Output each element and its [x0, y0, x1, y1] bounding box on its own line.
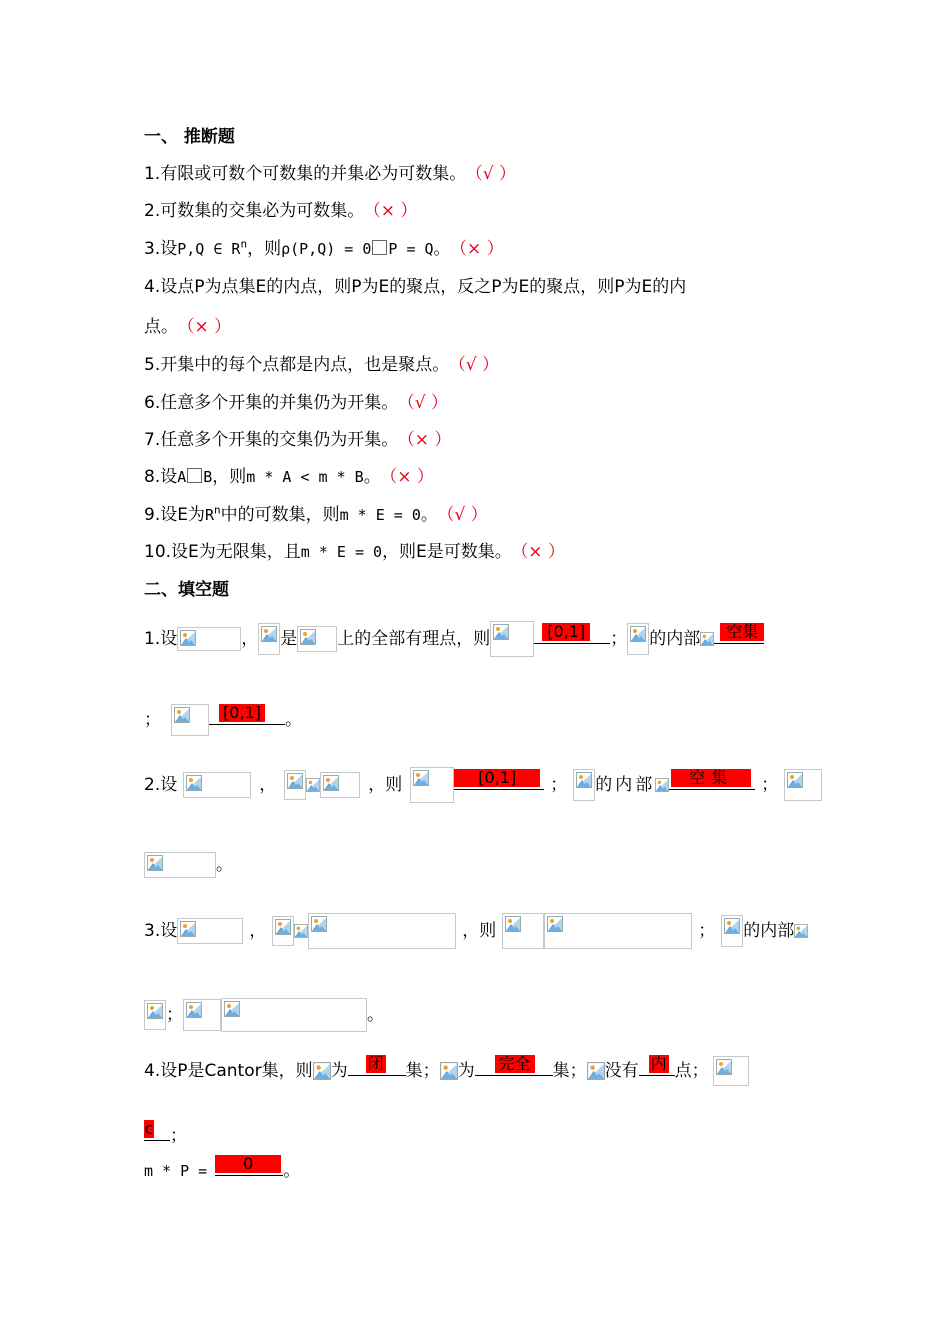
broken-image-icon: [144, 1000, 166, 1030]
fill-question-4-cont: [144, 1119, 187, 1146]
question-text: 1.有限或可数个可数集的并集必为可数集。: [144, 164, 467, 184]
question-text: 为: [457, 1061, 475, 1081]
broken-image-icon: [183, 999, 221, 1031]
question-text: 。: [363, 467, 381, 487]
broken-image-icon: [221, 998, 367, 1032]
section-title: 一、 推断题: [144, 127, 235, 147]
question-text: ；: [610, 629, 628, 649]
question-text: 集；: [405, 1061, 440, 1081]
question-text: 1.设: [144, 629, 178, 649]
question-text: 点；: [674, 1061, 709, 1081]
question-text: 3.设: [144, 921, 178, 941]
broken-image-icon: [440, 1062, 458, 1080]
question-text: ；: [550, 775, 568, 795]
question-text: ；: [144, 710, 161, 730]
question-text: 8.设: [144, 467, 178, 487]
missing-glyph-icon: [187, 468, 202, 483]
answer-fill: c: [144, 1119, 154, 1138]
question-text: 为: [330, 1061, 348, 1081]
superscript: n: [214, 503, 221, 517]
question-text: 。: [367, 1005, 384, 1025]
question-text: 。: [420, 505, 438, 525]
broken-image-icon: [177, 627, 241, 651]
question-text: 4.设点P为点集E的内点，则P为E的聚点，反之P为E的聚点，则P为E的内: [144, 277, 687, 297]
broken-image-icon: [294, 924, 308, 938]
broken-image-icon: [320, 772, 360, 798]
broken-image-icon: [258, 623, 280, 655]
math-expression: m * E = 0: [339, 506, 421, 524]
question-text: 9.设E为: [144, 505, 205, 525]
question-text: 4.设P是Cantor集，则: [144, 1061, 313, 1081]
question-text: 点。: [144, 317, 178, 337]
broken-image-icon: [655, 778, 669, 792]
math-expression: R: [204, 506, 214, 524]
question-text: 7.任意多个开集的交集仍为开集。: [144, 430, 399, 450]
fill-question-1-cont: [144, 703, 302, 730]
question-text: 10.设E为无限集，且: [144, 542, 301, 562]
question-text: ；: [166, 1005, 183, 1025]
question-text: 2.设: [144, 775, 178, 795]
answer-fill: 空集: [671, 769, 751, 787]
question-text: 的内部: [595, 775, 656, 795]
answer-mark: （× ）: [186, 317, 232, 337]
math-expression: m * A < m * B: [246, 468, 364, 486]
answer-mark: （× ）: [372, 201, 418, 221]
answer-fill: [0,1]: [454, 769, 540, 787]
broken-image-icon: [297, 626, 337, 652]
fill-question-2: [144, 767, 822, 795]
question-text: ，则: [368, 775, 403, 795]
question-8: [144, 466, 434, 488]
question-text: 上的全部有理点，则: [337, 629, 491, 649]
question-10: [144, 541, 565, 563]
question-1: [144, 163, 516, 185]
answer-fill: 空集: [720, 623, 764, 641]
question-text: ，则: [462, 921, 497, 941]
fill-question-3-cont: [144, 998, 384, 1025]
broken-image-icon: [144, 852, 216, 878]
question-text: ，则: [212, 467, 247, 487]
question-text: 。: [433, 239, 451, 259]
question-text: ，: [241, 629, 259, 649]
answer-mark: （× ）: [519, 542, 565, 562]
fill-question-1: [144, 621, 764, 649]
question-text: 的内部: [649, 629, 701, 649]
question-9: [144, 504, 488, 526]
broken-image-icon: [308, 913, 456, 949]
math-expression: P = Q: [388, 240, 434, 258]
math-expression: B: [203, 468, 213, 486]
answer-mark: （× ）: [458, 239, 504, 259]
missing-glyph-icon: [372, 240, 387, 255]
question-text: ；: [761, 775, 779, 795]
broken-image-icon: [177, 918, 243, 944]
question-3: [144, 238, 504, 260]
broken-image-icon: [713, 1056, 749, 1086]
broken-image-icon: [573, 769, 595, 801]
question-5: [144, 354, 499, 376]
broken-image-icon: [587, 1062, 605, 1080]
answer-mark: （√ ）: [406, 393, 448, 413]
question-text: 中的可数集，则: [220, 505, 340, 525]
answer-mark: （× ）: [406, 430, 452, 450]
question-text: 没有: [604, 1061, 639, 1081]
broken-image-icon: [700, 632, 714, 646]
math-expression: m * P =: [144, 1162, 208, 1180]
question-4-cont: [144, 316, 231, 338]
math-expression: ρ(P,Q) = 0: [281, 240, 372, 258]
broken-image-icon: [502, 913, 544, 949]
math-expression: A: [177, 468, 187, 486]
answer-fill: 内: [650, 1054, 667, 1073]
broken-image-icon: [794, 924, 808, 938]
answer-fill: [0,1]: [219, 704, 265, 722]
answer-fill: 闭: [367, 1054, 384, 1073]
question-text: ；: [698, 921, 716, 941]
broken-image-icon: [784, 769, 822, 801]
question-text: 5.开集中的每个点都是内点，也是聚点。: [144, 355, 450, 375]
fill-question-5: [144, 1154, 301, 1181]
question-text: ，则E是可数集。: [382, 542, 512, 562]
fill-question-3: [144, 913, 808, 941]
broken-image-icon: [183, 772, 251, 798]
broken-image-icon: [171, 704, 209, 736]
question-text: 的内部: [743, 921, 795, 941]
question-2: [144, 200, 417, 222]
question-text: 3.设: [144, 239, 178, 259]
question-6: [144, 392, 448, 414]
fill-question-4: [144, 1054, 749, 1081]
answer-fill: 完全: [495, 1055, 535, 1073]
broken-image-icon: [313, 1062, 331, 1080]
question-7: [144, 429, 451, 451]
question-text: 6.任意多个开集的并集仍为开集。: [144, 393, 399, 413]
answer-fill: [0,1]: [542, 623, 590, 641]
question-text: 。: [283, 1161, 301, 1181]
question-text: 集；: [552, 1061, 587, 1081]
question-text: 。: [216, 855, 233, 875]
question-text: 。: [285, 710, 302, 730]
broken-image-icon: [490, 621, 534, 657]
question-text: 是: [280, 629, 298, 649]
answer-mark: （√ ）: [474, 164, 516, 184]
broken-image-icon: [272, 916, 294, 946]
question-text: ；: [170, 1126, 187, 1146]
broken-image-icon: [721, 915, 743, 947]
broken-image-icon: [284, 770, 306, 800]
broken-image-icon: [306, 778, 320, 792]
broken-image-icon: [544, 913, 692, 949]
answer-mark: （√ ）: [457, 355, 499, 375]
answer-mark: （× ）: [388, 467, 434, 487]
math-expression: m * E = 0: [300, 543, 383, 561]
answer-fill: 0: [215, 1155, 281, 1173]
superscript: n: [240, 237, 248, 251]
broken-image-icon: [627, 623, 649, 655]
math-expression: P,Q ∈ R: [177, 240, 241, 258]
question-4: [144, 276, 686, 298]
section-title: 二、填空题: [144, 580, 229, 600]
broken-image-icon: [410, 767, 454, 803]
fill-question-2-cont: [144, 852, 233, 874]
question-text: ，: [249, 921, 267, 941]
answer-mark: （√ ）: [445, 505, 488, 525]
question-text: 2.可数集的交集必为可数集。: [144, 201, 365, 221]
question-text: ，: [259, 775, 277, 795]
question-text: ，则: [247, 239, 282, 259]
